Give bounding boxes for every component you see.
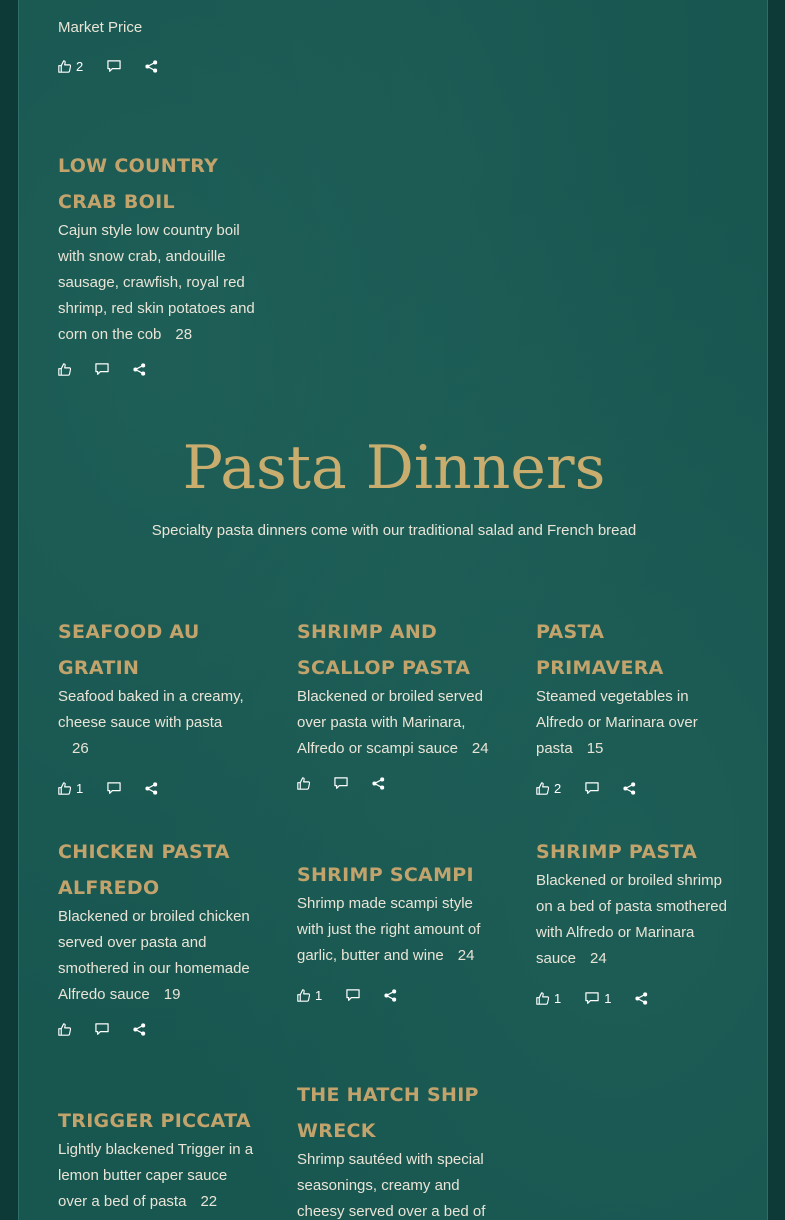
share-button[interactable] <box>133 363 146 376</box>
thumbs-up-icon <box>536 782 549 795</box>
share-button[interactable] <box>133 1023 146 1036</box>
comment-button[interactable] <box>585 782 599 795</box>
comment-icon <box>95 363 109 376</box>
item-price: 26 <box>72 740 89 757</box>
like-count: 1 <box>554 990 562 1006</box>
menu-item-trigger-piccata <box>58 1103 258 1215</box>
menu-item-shrimp-pasta <box>536 834 736 1008</box>
item-description: Blackened or broiled chicken served over pasta and smothered in our homemade Alfredo sauce 19 <box>58 908 250 1003</box>
menu-item-seafood-au-gratin <box>58 614 258 798</box>
item-title: THE HATCH SHIP WRECK <box>297 1084 479 1142</box>
thumbs-up-icon <box>297 989 310 1002</box>
comment-icon <box>346 989 360 1002</box>
share-icon <box>384 989 397 1002</box>
share-icon <box>145 782 158 795</box>
comment-count: 1 <box>604 990 612 1006</box>
item-price-text: Market Price <box>58 19 143 36</box>
menu-item-pasta-primavera <box>536 614 736 798</box>
share-icon <box>372 777 385 790</box>
item-title: TRIGGER PICCATA <box>58 1110 251 1132</box>
item-title: SHRIMP AND SCALLOP PASTA <box>297 621 471 679</box>
comment-button[interactable] <box>107 782 121 795</box>
comment-icon <box>585 992 599 1005</box>
thumbs-up-icon <box>58 60 71 73</box>
share-button[interactable] <box>384 989 397 1002</box>
like-count: 2 <box>76 58 84 74</box>
item-title: SHRIMP SCAMPI <box>297 864 474 886</box>
item-actions <box>297 985 497 1005</box>
menu-item-hatch-ship-wreck <box>297 1077 497 1220</box>
share-icon <box>133 363 146 376</box>
item-actions <box>58 359 258 379</box>
menu-item-crab-boil <box>58 148 258 379</box>
comment-button[interactable] <box>107 60 121 73</box>
thumbs-up-icon <box>58 782 71 795</box>
share-button[interactable] <box>145 782 158 795</box>
item-actions <box>536 988 736 1008</box>
item-price: 24 <box>457 947 475 964</box>
item-actions <box>297 773 502 793</box>
share-icon <box>145 60 158 73</box>
item-price: 15 <box>586 740 604 757</box>
like-button[interactable] <box>297 988 322 1003</box>
item-title: SHRIMP PASTA <box>536 841 698 863</box>
item-description: Blackened or broiled shrimp on a bed of pasta smothered with Alfredo or Marinara sauce 24 <box>536 872 727 967</box>
item-price: 22 <box>200 1193 218 1210</box>
item-actions <box>58 778 258 798</box>
like-button[interactable] <box>58 781 83 796</box>
section-subtitle: Specialty pasta dinners come with our traditional salad and French bread <box>151 522 637 539</box>
item-title: CHICKEN PASTA ALFREDO <box>58 841 230 899</box>
share-icon <box>623 782 636 795</box>
comment-button[interactable] <box>95 1023 109 1036</box>
item-actions <box>536 778 736 798</box>
menu-item-shrimp-scallop-pasta <box>297 614 502 793</box>
item-title: SEAFOOD AU GRATIN <box>58 621 200 679</box>
comment-button[interactable] <box>346 989 360 1002</box>
like-button[interactable] <box>297 777 310 790</box>
share-icon <box>133 1023 146 1036</box>
share-button[interactable] <box>635 992 648 1005</box>
item-title: LOW COUNTRY CRAB BOIL <box>58 155 219 213</box>
comment-icon <box>107 782 121 795</box>
share-button[interactable] <box>372 777 385 790</box>
share-button[interactable] <box>623 782 636 795</box>
item-description: Cajun style low country boil with snow crab, andouille sausage, crawfish, royal red shrimp, red skin potatoes and corn on the cob 28 <box>58 222 255 343</box>
item-description: Blackened or broiled served over pasta with Marinara, Alfredo or scampi sauce 24 <box>297 688 489 757</box>
comment-button[interactable] <box>334 777 348 790</box>
comment-icon <box>107 60 121 73</box>
menu-item-shrimp-scampi <box>297 857 497 1005</box>
item-price: 24 <box>471 740 489 757</box>
comment-icon <box>585 782 599 795</box>
item-title: PASTA PRIMAVERA <box>536 621 664 679</box>
item-description: Lightly blackened Trigger in a lemon butter caper sauce over a bed of pasta 22 <box>58 1141 254 1210</box>
like-button[interactable] <box>536 991 561 1006</box>
like-button[interactable] <box>536 781 561 796</box>
thumbs-up-icon <box>58 363 71 376</box>
like-button[interactable] <box>58 59 83 74</box>
section-title: Pasta Dinners <box>182 433 606 503</box>
thumbs-up-icon <box>297 777 310 790</box>
item-description: Shrimp made scampi style with just the right amount of garlic, butter and wine 24 <box>297 895 481 964</box>
like-count: 2 <box>554 780 562 796</box>
item-price: 19 <box>163 986 181 1003</box>
item-actions <box>58 56 182 76</box>
like-button[interactable] <box>58 1023 71 1036</box>
share-button[interactable] <box>145 60 158 73</box>
item-price: 28 <box>175 326 193 343</box>
item-price: 24 <box>590 950 607 967</box>
menu-panel <box>18 0 768 1220</box>
comment-icon <box>95 1023 109 1036</box>
thumbs-up-icon <box>58 1023 71 1036</box>
share-icon <box>635 992 648 1005</box>
menu-item-chicken-pasta-alfredo <box>58 834 258 1039</box>
comment-button[interactable] <box>585 991 611 1006</box>
item-actions <box>58 1019 258 1039</box>
thumbs-up-icon <box>536 992 549 1005</box>
comment-icon <box>334 777 348 790</box>
like-button[interactable] <box>58 363 71 376</box>
like-count: 1 <box>76 780 84 796</box>
comment-button[interactable] <box>95 363 109 376</box>
item-description: Shrimp sautéed with special seasonings, creamy and cheesy served over a bed of <box>297 1151 486 1220</box>
item-description: Seafood baked in a creamy, cheese sauce with pasta 26 <box>58 688 244 757</box>
item-description: Steamed vegetables in Alfredo or Marinara over pasta 15 <box>536 688 698 757</box>
like-count: 1 <box>315 987 323 1003</box>
